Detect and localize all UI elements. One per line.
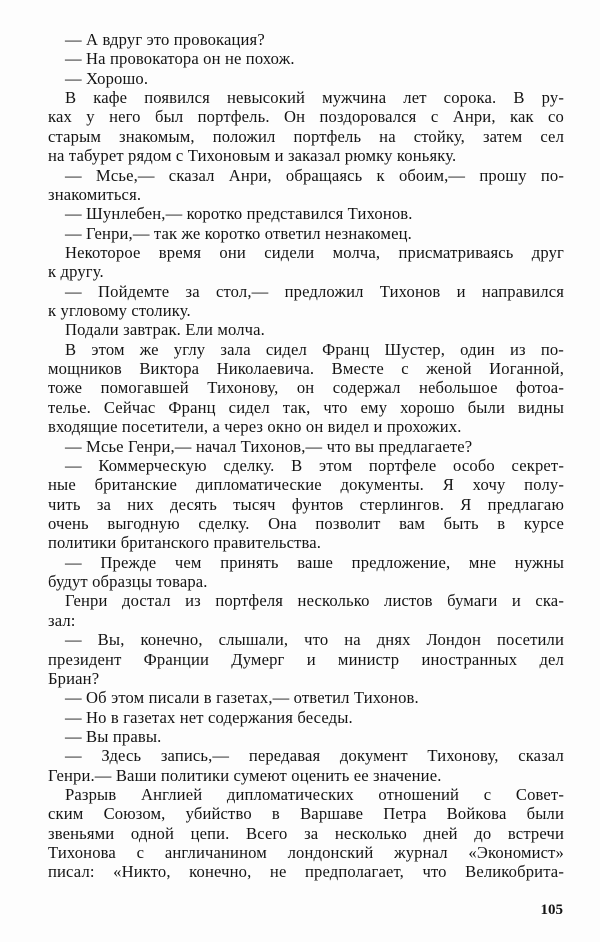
text-line: звеньями одной цепи. Всего за несколько дней до встречи xyxy=(48,823,564,843)
text-line: чить за них десять тысяч фунтов стерлингов. Я предлагаю xyxy=(48,494,564,514)
text-line: — Коммерческую сделку. В этом портфеле особо секрет- xyxy=(65,455,564,475)
text-line: зал: xyxy=(48,610,76,630)
text-line: — Вы правы. xyxy=(65,726,162,746)
text-line: мощников Виктора Николаевича. Вместе с женой Иоганной, xyxy=(48,359,564,379)
text-line: Тихонова с англичанином лондонский журнал «Экономист» xyxy=(48,843,564,863)
text-line: президент Франции Думерг и министр иностранных дел xyxy=(48,649,564,669)
text-line: — Генри,— так же коротко ответил незнакомец. xyxy=(65,223,412,243)
text-line: будут образцы товара. xyxy=(48,572,208,592)
text-line: — Хорошо. xyxy=(65,68,149,88)
text-line: Некоторое время они сидели молча, присматриваясь друг xyxy=(65,242,564,262)
text-line: Генри.— Ваши политики сумеют оценить ее значение. xyxy=(48,765,442,785)
text-line: телье. Сейчас Франц сидел так, что ему хорошо были видны xyxy=(48,397,564,417)
text-line: Генри достал из портфеля несколько листов бумаги и ска- xyxy=(65,591,564,611)
text-line: — Вы, конечно, слышали, что на днях Лондон посетили xyxy=(65,630,564,650)
text-line: к угловому столику. xyxy=(48,301,191,321)
text-line: ках у него был портфель. Он поздоровался с Анри, как со xyxy=(48,107,564,127)
text-line: тоже помогавшей Тихонову, он содержал небольшое фотоа- xyxy=(48,378,564,398)
text-line: — Мсье,— сказал Анри, обращаясь к обоим,— прошу по- xyxy=(65,165,564,185)
text-line: — Об этом писали в газетах,— ответил Тихонов. xyxy=(65,688,419,708)
text-line: — Пойдемте за стол,— предложил Тихонов и направился xyxy=(65,281,564,301)
text-line: к другу. xyxy=(48,262,104,282)
page-number: 105 xyxy=(540,902,563,918)
text-line: входящие посетители, а через окно он видел и прохожих. xyxy=(48,417,462,437)
text-line: — На провокатора он не похож. xyxy=(65,49,295,69)
text-line: — Здесь запись,— передавая документ Тихонову, сказал xyxy=(65,746,564,766)
text-line: — Но в газетах нет содержания беседы. xyxy=(65,707,353,727)
text-line: — А вдруг это провокация? xyxy=(65,30,265,49)
text-line: — Шунлебен,— коротко представился Тихонов. xyxy=(65,204,413,224)
text-line: Подали завтрак. Ели молча. xyxy=(65,320,265,340)
text-line: — Мсье Генри,— начал Тихонов,— что вы предлагаете? xyxy=(65,436,473,456)
text-line: В кафе появился невысокий мужчина лет сорока. В ру- xyxy=(65,88,564,108)
text-line: на табурет рядом с Тихоновым и заказал рюмку коньяку. xyxy=(48,146,457,166)
text-line: Разрыв Англией дипломатических отношений с Совет- xyxy=(65,785,564,805)
body-text xyxy=(48,30,564,882)
text-line: — Прежде чем принять ваше предложение, мне нужны xyxy=(65,552,564,572)
text-line: политики британского правительства. xyxy=(48,533,322,553)
text-line: старым знакомым, положил портфель на стойку, затем сел xyxy=(48,126,564,146)
text-line: ским Союзом, убийство в Варшаве Петра Войкова были xyxy=(48,804,564,824)
text-line: знакомиться. xyxy=(48,184,142,204)
text-line: очень выгодную сделку. Она позволит вам быть в курсе xyxy=(48,513,564,533)
text-line: писал: «Никто, конечно, не предполагает, что Великобрита- xyxy=(48,862,564,882)
text-line: В этом же углу зала сидел Франц Шустер, один из по- xyxy=(65,339,564,359)
text-line: ные британские дипломатические документы. Я хочу полу- xyxy=(48,475,564,495)
text-line: Бриан? xyxy=(48,668,100,688)
